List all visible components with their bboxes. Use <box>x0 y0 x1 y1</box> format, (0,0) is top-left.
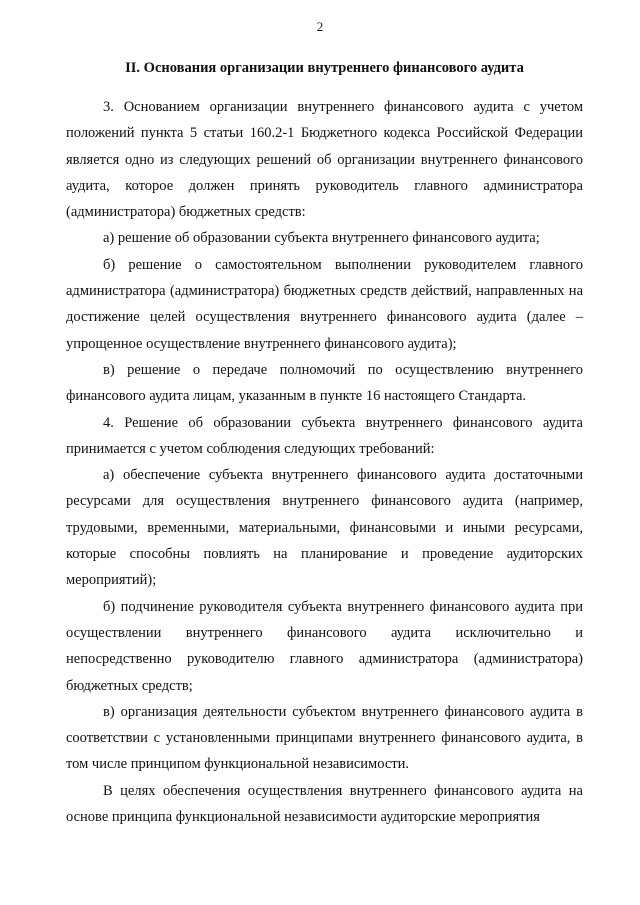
paragraph-4b: б) подчинение руководителя субъекта внутреннего финансового аудита при осуществлении внутреннего финансового аудита исключительно и непосредственно руководителю главного администратора (администратора) бюджетных средств; <box>66 598 583 694</box>
section-title: II. Основания организации внутреннего финансового аудита <box>125 60 524 76</box>
paragraph-4-decision: 4. Решение об образовании субъекта внутреннего финансового аудита принимается с учетом соблюдения следующих требований: <box>66 414 583 457</box>
page-number: 2 <box>316 19 324 34</box>
paragraph-independence: В целях обеспечения осуществления внутреннего финансового аудита на основе принципа функциональной независимости аудиторские мероприятия <box>66 782 583 826</box>
paragraph-4v: в) организация деятельности субъектом внутреннего финансового аудита в соответствии с установленными принципами внутреннего финансового аудита, в том числе принципом функциональной независимости. <box>66 703 583 773</box>
paragraph-3b: б) решение о самостоятельном выполнении руководителем главного администратора (администратора) бюджетных средств действий, направленных на достижение целей осуществления внутреннего финансового аудита (далее – упрощенное осуществление внутреннего финансового аудита); <box>66 256 583 352</box>
document-body <box>66 94 583 830</box>
paragraph-3v: в) решение о передаче полномочий по осуществлению внутреннего финансового аудита лицам, указанным в пункте 16 настоящего Стандарта. <box>66 361 583 405</box>
paragraph-3a: а) решение об образовании субъекта внутреннего финансового аудита; <box>103 230 540 247</box>
paragraph-4a: а) обеспечение субъекта внутреннего финансового аудита достаточными ресурсами для осуществления внутреннего финансового аудита (например, трудовыми, временными, материальными, финансовыми и иными ресурсами, которые способны повлиять на планирование и проведение аудиторских мероприятий); <box>66 467 583 589</box>
paragraph-3-basis: 3. Основанием организации внутреннего финансового аудита с учетом положений пункта 5 статьи 160.2-1 Бюджетного кодекса Российской Федерации является одно из следующих решений об организации внутреннего финансового аудита, которое должен принять руководитель главного администратора (администратора) бюджетных средств: <box>66 99 583 221</box>
